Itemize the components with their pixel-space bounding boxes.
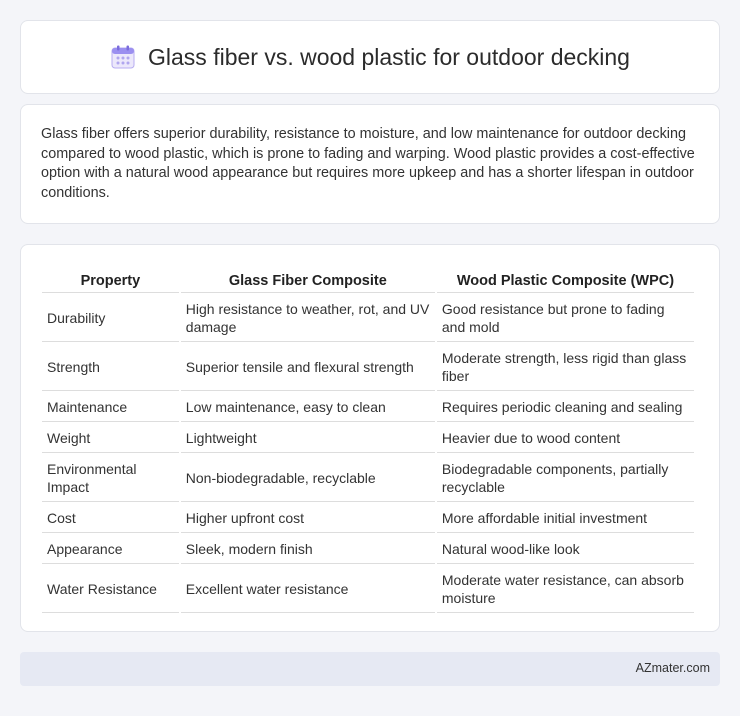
table-row [42, 424, 694, 453]
table-cell: More affordable initial investment [437, 504, 694, 533]
footer-brand: AZmater.com [635, 661, 710, 675]
table-cell: Requires periodic cleaning and sealing [437, 393, 694, 422]
table-cell: Weight [42, 424, 179, 453]
table-cell: Biodegradable components, partially recyclable [437, 455, 694, 502]
table-cell: Heavier due to wood content [437, 424, 694, 453]
table-cell: Good resistance but prone to fading and mold [437, 295, 694, 342]
table-cell: Low maintenance, easy to clean [181, 393, 435, 422]
table-cell: Sleek, modern finish [181, 535, 435, 564]
column-header-glass-fiber: Glass Fiber Composite [181, 267, 435, 293]
table-row [42, 504, 694, 533]
table-cell: Appearance [42, 535, 179, 564]
table-row [42, 344, 694, 391]
table-cell: Natural wood-like look [437, 535, 694, 564]
table-cell: Superior tensile and flexural strength [181, 344, 435, 391]
summary-text: Glass fiber offers superior durability, resistance to moisture, and low maintenance for outdoor decking compared to wood plastic, which is prone to fading and warping. Wood plastic provides a cost-effective option with a natural wood appearance but requires more upkeep and has a shorter lifespan in outdoor conditions. [41, 126, 695, 201]
table-cell: Higher upfront cost [181, 504, 435, 533]
table-cell: Environmental Impact [42, 455, 179, 502]
summary-card [20, 104, 720, 224]
table-row [42, 455, 694, 502]
title-card [20, 20, 720, 94]
table-cell: Water Resistance [42, 566, 179, 613]
calendar-icon [110, 44, 136, 70]
table-cell: Moderate strength, less rigid than glass fiber [437, 344, 694, 391]
table-cell: Non-biodegradable, recyclable [181, 455, 435, 502]
table-cell: Cost [42, 504, 179, 533]
table-header-row [42, 267, 694, 293]
footer [20, 652, 720, 686]
comparison-table-card [20, 244, 720, 632]
table-cell: Strength [42, 344, 179, 391]
table-row [42, 535, 694, 564]
table-cell: Excellent water resistance [181, 566, 435, 613]
table-cell: Durability [42, 295, 179, 342]
table-cell: Lightweight [181, 424, 435, 453]
column-header-wpc: Wood Plastic Composite (WPC) [437, 267, 694, 293]
table-row [42, 566, 694, 613]
table-row [42, 393, 694, 422]
table-cell: Maintenance [42, 393, 179, 422]
page-title: Glass fiber vs. wood plastic for outdoor decking [148, 43, 630, 70]
table-cell: High resistance to weather, rot, and UV damage [181, 295, 435, 342]
table-cell: Moderate water resistance, can absorb moisture [437, 566, 694, 613]
column-header-property: Property [42, 267, 179, 293]
comparison-table [40, 265, 696, 615]
table-row [42, 295, 694, 342]
